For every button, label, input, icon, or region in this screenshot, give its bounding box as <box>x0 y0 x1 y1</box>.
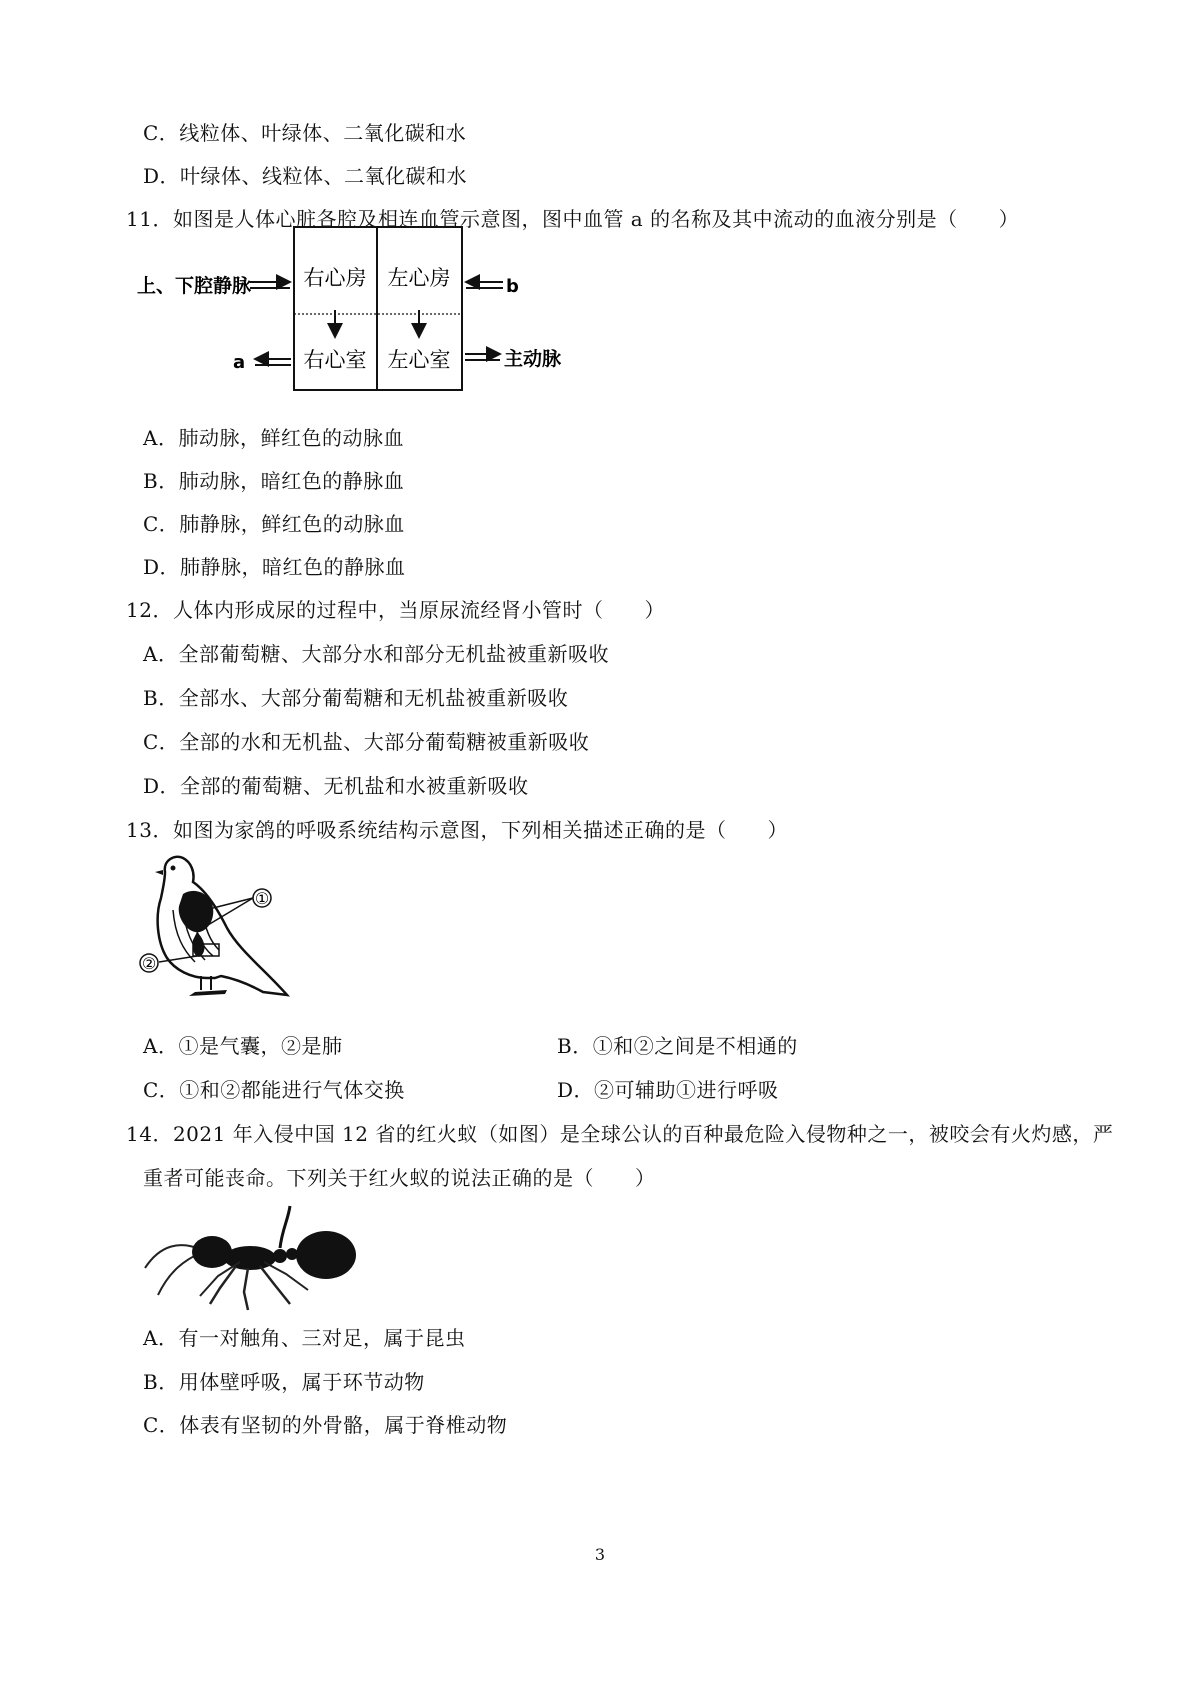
q13-option-c: C．①和②都能进行气体交换 <box>143 1078 405 1102</box>
q12-stem: 12．人体内形成尿的过程中，当原尿流经肾小管时（ ） <box>126 598 665 622</box>
q13-option-b: B．①和②之间是不相通的 <box>557 1034 798 1058</box>
q11-option-b: B．肺动脉，暗红色的静脉血 <box>143 469 405 493</box>
left-atrium-label: 左心房 <box>387 266 451 290</box>
right-atrium-label: 右心房 <box>303 266 367 290</box>
aorta-label: 主动脉 <box>504 348 562 370</box>
left-ventricle-label: 左心室 <box>387 348 451 372</box>
q13-option-d: D．②可辅助①进行呼吸 <box>557 1078 779 1102</box>
vessel-a-label: a <box>233 352 246 373</box>
q11-option-d: D．肺静脉，暗红色的静脉血 <box>143 555 406 579</box>
q10-option-c: C．线粒体、叶绿体、二氧化碳和水 <box>143 121 467 145</box>
vena-cava-label: 上、下腔静脉 <box>137 275 252 297</box>
fire-ant-image <box>140 1200 370 1315</box>
q14-stem-line1: 14．2021 年入侵中国 12 省的红火蚁（如图）是全球公认的百种最危险入侵物种之一，被咬会有火灼感，严 <box>126 1122 1114 1146</box>
q14-option-b: B．用体壁呼吸，属于环节动物 <box>143 1370 425 1394</box>
label-2: ② <box>141 954 157 973</box>
heart-diagram <box>135 222 635 397</box>
q12-option-d: D．全部的葡萄糖、无机盐和水被重新吸收 <box>143 774 529 798</box>
q12-option-c: C．全部的水和无机盐、大部分葡萄糖被重新吸收 <box>143 730 590 754</box>
q12-option-a: A．全部葡萄糖、大部分水和部分无机盐被重新吸收 <box>143 642 609 666</box>
q11-stem: 11．如图是人体心脏各腔及相连血管示意图，图中血管 a 的名称及其中流动的血液分别是（ ） <box>126 207 1020 231</box>
label-1: ① <box>254 889 270 908</box>
q13-stem: 13．如图为家鸽的呼吸系统结构示意图，下列相关描述正确的是（ ） <box>126 818 788 842</box>
q11-option-a: A．肺动脉，鲜红色的动脉血 <box>143 426 404 450</box>
q14-stem-line2: 重者可能丧命。下列关于红火蚁的说法正确的是（ ） <box>143 1166 656 1190</box>
q11-option-c: C．肺静脉，鲜红色的动脉血 <box>143 512 405 536</box>
right-ventricle-label: 右心室 <box>303 348 367 372</box>
q10-option-d: D．叶绿体、线粒体、二氧化碳和水 <box>143 164 468 188</box>
q12-option-b: B．全部水、大部分葡萄糖和无机盐被重新吸收 <box>143 686 569 710</box>
page-number: 3 <box>594 1545 606 1564</box>
pigeon-respiratory-diagram <box>135 850 295 1005</box>
q13-option-a: A．①是气囊，②是肺 <box>143 1034 343 1058</box>
q14-option-a: A．有一对触角、三对足，属于昆虫 <box>143 1326 466 1350</box>
vessel-b-label: b <box>506 276 519 297</box>
q14-option-c: C．体表有坚韧的外骨骼，属于脊椎动物 <box>143 1413 508 1437</box>
